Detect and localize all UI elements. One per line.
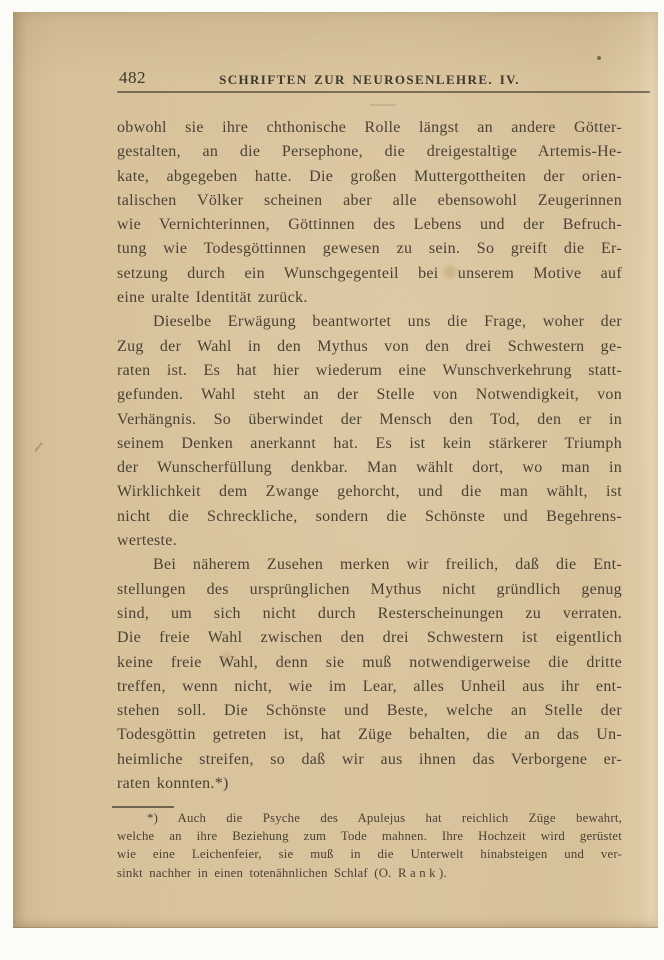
text-line: heimliche streifen, so daß wir aus ihnen das Verborgene er- <box>117 750 622 768</box>
text-line: Bei näherem Zusehen merken wir freilich, daß die Ent- <box>153 556 622 574</box>
author-name-letterspaced: Rank <box>397 865 439 880</box>
paper-speck <box>370 104 396 106</box>
paragraph <box>117 553 622 796</box>
text-line: setzung durch ein Wunschgegenteil bei unserem Motive auf <box>117 264 622 282</box>
footnote-rule <box>112 806 174 808</box>
paragraph <box>117 310 622 553</box>
footnote-text: sinkt nachher in einen totenähnlichen Schlaf (O. <box>117 865 398 880</box>
running-title: SCHRIFTEN ZUR NEUROSENLEHRE. IV. <box>219 72 520 87</box>
footnote-line: welche an ihre Beziehung zum Tode mahnen. Ihre Hochzeit wird gerüstet <box>117 829 622 844</box>
text-line: Dieselbe Erwägung beantwortet uns die Frage, woher der <box>153 313 622 331</box>
text-line: talischen Völker scheinen aber alle ebensowohl Zeugerinnen <box>117 191 622 209</box>
paragraph <box>117 116 622 310</box>
text-line: obwohl sie ihre chthonische Rolle längst an andere Götter- <box>117 119 622 136</box>
text-line: der Wunscherfüllung denkbar. Man wählt dort, wo man in <box>117 459 622 477</box>
text-line: gefunden. Wahl steht an der Stelle von Notwendigkeit, von <box>117 386 622 404</box>
text-line: Verhängnis. So überwindet der Mensch den Tod, den er in <box>117 410 622 428</box>
page-number: 482 <box>119 68 146 87</box>
text-line: tung wie Todesgöttinnen gewesen zu sein. So greift die Er- <box>117 240 622 258</box>
paper-speck <box>34 442 43 452</box>
text-line: Wirklichkeit dem Zwange gehorcht, und die man wählt, ist <box>117 483 622 501</box>
text-line: nicht die Schreckliche, sondern die Schönste und Begehrens- <box>117 507 622 525</box>
text-line: stellungen des ursprünglichen Mythus nicht gründlich genug <box>117 580 622 598</box>
text-line: seinem Denken anerkannt hat. Es ist kein stärkerer Triumph <box>117 434 622 452</box>
text-line: raten konnten.*) <box>117 775 229 793</box>
text-line: eine uralte Identität zurück. <box>117 289 308 307</box>
footnote-line: wie eine Leichenfeier, sie muß in die Unterwelt hinabsteigen und ver- <box>117 847 622 862</box>
text-line: kate, abgegeben hatte. Die großen Muttergottheiten der orien- <box>117 167 622 185</box>
text-line: gestalten, an die Persephone, die dreigestaltige Artemis-He- <box>117 143 622 161</box>
page-header <box>117 68 622 90</box>
text-line: Zug der Wahl in den Mythus von den drei Schwestern ge- <box>117 337 622 355</box>
book-page <box>13 12 658 928</box>
text-line: werteste. <box>117 532 178 550</box>
text-line: Todesgöttin getreten ist, hat Züge behalten, die an das Un- <box>117 726 622 744</box>
header-rule <box>117 91 650 93</box>
text-line: keine freie Wahl, denn sie muß notwendigerweise die dritte <box>117 653 622 671</box>
footnote-line: *) Auch die Psyche des Apulejus hat reichlich Züge bewahrt, <box>147 811 622 825</box>
text-line: Die freie Wahl zwischen den drei Schwestern ist eigentlich <box>117 629 622 647</box>
footnote-text: ). <box>439 865 447 880</box>
footnote-line <box>117 864 622 882</box>
text-line: treffen, wenn nicht, wie im Lear, alles Unheil aus ihr ent- <box>117 677 622 695</box>
text-line: raten ist. Es hat hier wiederum eine Wunschverkehrung statt- <box>117 361 622 379</box>
paper-speck <box>597 56 601 60</box>
text-line: wie Vernichterinnen, Göttinnen des Lebens und der Befruch- <box>117 216 622 234</box>
body-text <box>117 116 622 796</box>
text-line: stehen soll. Die Schönste und Beste, welche an Stelle der <box>117 702 622 720</box>
footnote <box>117 809 622 882</box>
text-line: sind, um sich nicht durch Resterscheinungen zu verraten. <box>117 604 622 622</box>
